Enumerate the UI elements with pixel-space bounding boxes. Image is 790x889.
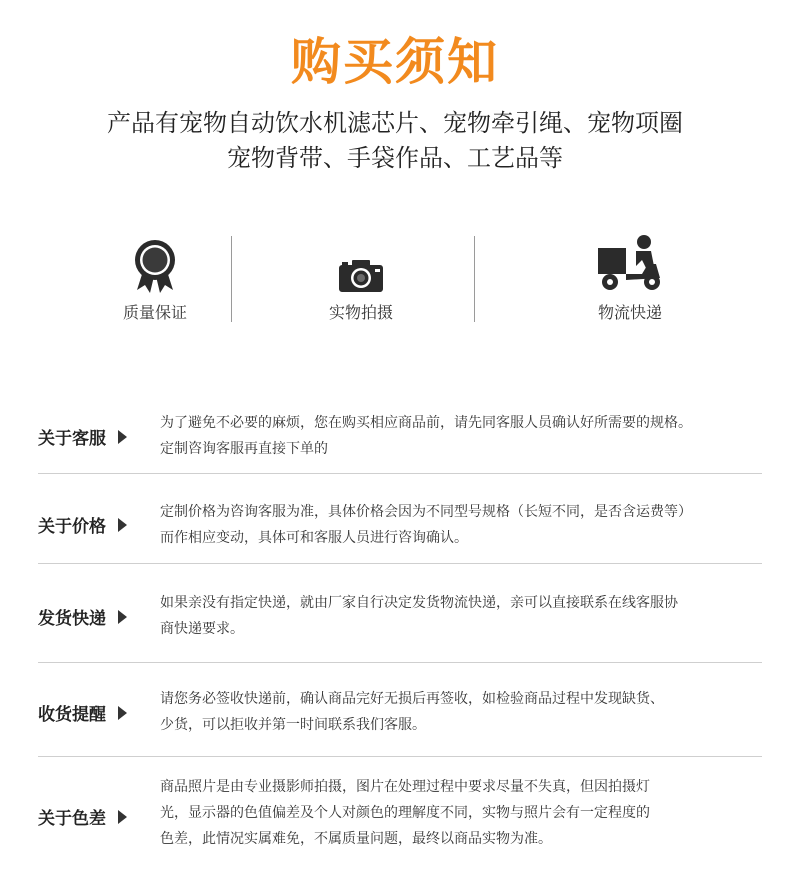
product-scope-line-2: 宠物背带、手袋作品、工艺品等 <box>227 144 563 172</box>
notice-line: 为了避免不必要的麻烦，您在购买相应商品前，请先同客服人员确认好所需要的规格。 <box>160 415 692 431</box>
notice-divider <box>38 563 762 564</box>
notice-title <box>38 700 127 725</box>
notice-line: 光，显示器的色值偏差及个人对颜色的理解度不同，实物与照片会有一定程度的 <box>160 805 650 821</box>
product-scope-line-1: 产品有宠物自动饮水机滤芯片、宠物牵引绳、宠物项圈 <box>107 109 683 137</box>
notice-line: 色差，此情况实属难免，不属质量问题，最终以商品实物为准。 <box>160 831 552 847</box>
notice-shipping <box>38 589 762 649</box>
notice-title <box>38 604 127 629</box>
notice-body <box>160 590 765 642</box>
award-ribbon-icon <box>85 236 225 294</box>
page-title: 购买须知 <box>291 33 499 91</box>
notice-title-text: 关于色差 <box>38 809 106 829</box>
feature-photo <box>291 236 431 323</box>
notice-divider <box>38 662 762 663</box>
feature-label: 实物拍摄 <box>328 303 393 322</box>
notice-line: 定制咨询客服再直接下单的 <box>160 441 328 457</box>
notice-body <box>160 499 765 551</box>
notice-title <box>38 512 127 537</box>
feature-divider <box>474 236 475 322</box>
notice-line: 如果亲没有指定快递，就由厂家自行决定发货物流快递，亲可以直接联系在线客服协 <box>160 595 678 611</box>
triangle-right-icon <box>118 430 127 444</box>
notice-divider <box>38 473 762 474</box>
triangle-right-icon <box>118 706 127 720</box>
triangle-right-icon <box>118 610 127 624</box>
feature-shipping <box>560 236 700 323</box>
notice-title-text: 发货快递 <box>38 609 106 629</box>
notice-receiving <box>38 686 762 746</box>
notice-title-text: 收货提醒 <box>38 705 106 725</box>
notice-line: 商品照片是由专业摄影师拍摄，图片在处理过程中要求尽量不失真，但因拍摄灯 <box>160 779 650 795</box>
feature-quality <box>85 236 225 323</box>
notice-divider <box>38 756 762 757</box>
notice-color-difference <box>38 774 762 860</box>
notice-body <box>160 686 765 738</box>
notice-price <box>38 498 762 558</box>
notice-line: 而作相应变动，具体可和客服人员进行咨询确认。 <box>160 530 468 546</box>
notice-line: 定制价格为咨询客服为准，具体价格会因为不同型号规格（长短不同，是否含运费等） <box>160 504 692 520</box>
feature-label: 物流快递 <box>597 303 662 322</box>
feature-label: 质量保证 <box>122 303 187 322</box>
notice-body <box>160 774 765 852</box>
notice-title-text: 关于价格 <box>38 517 106 537</box>
notice-line: 商快递要求。 <box>160 621 244 637</box>
delivery-scooter-icon <box>560 236 700 294</box>
triangle-right-icon <box>118 518 127 532</box>
notice-title <box>38 424 127 449</box>
notice-title-text: 关于客服 <box>38 429 106 449</box>
notice-line: 少货，可以拒收并第一时间联系我们客服。 <box>160 717 426 733</box>
notice-line: 请您务必签收快递前，确认商品完好无损后再签收，如检验商品过程中发现缺货、 <box>160 691 664 707</box>
triangle-right-icon <box>118 810 127 824</box>
notice-customer-service <box>38 408 762 468</box>
camera-icon <box>291 236 431 294</box>
notice-title <box>38 804 127 829</box>
notice-body <box>160 410 765 462</box>
feature-divider <box>231 236 232 322</box>
